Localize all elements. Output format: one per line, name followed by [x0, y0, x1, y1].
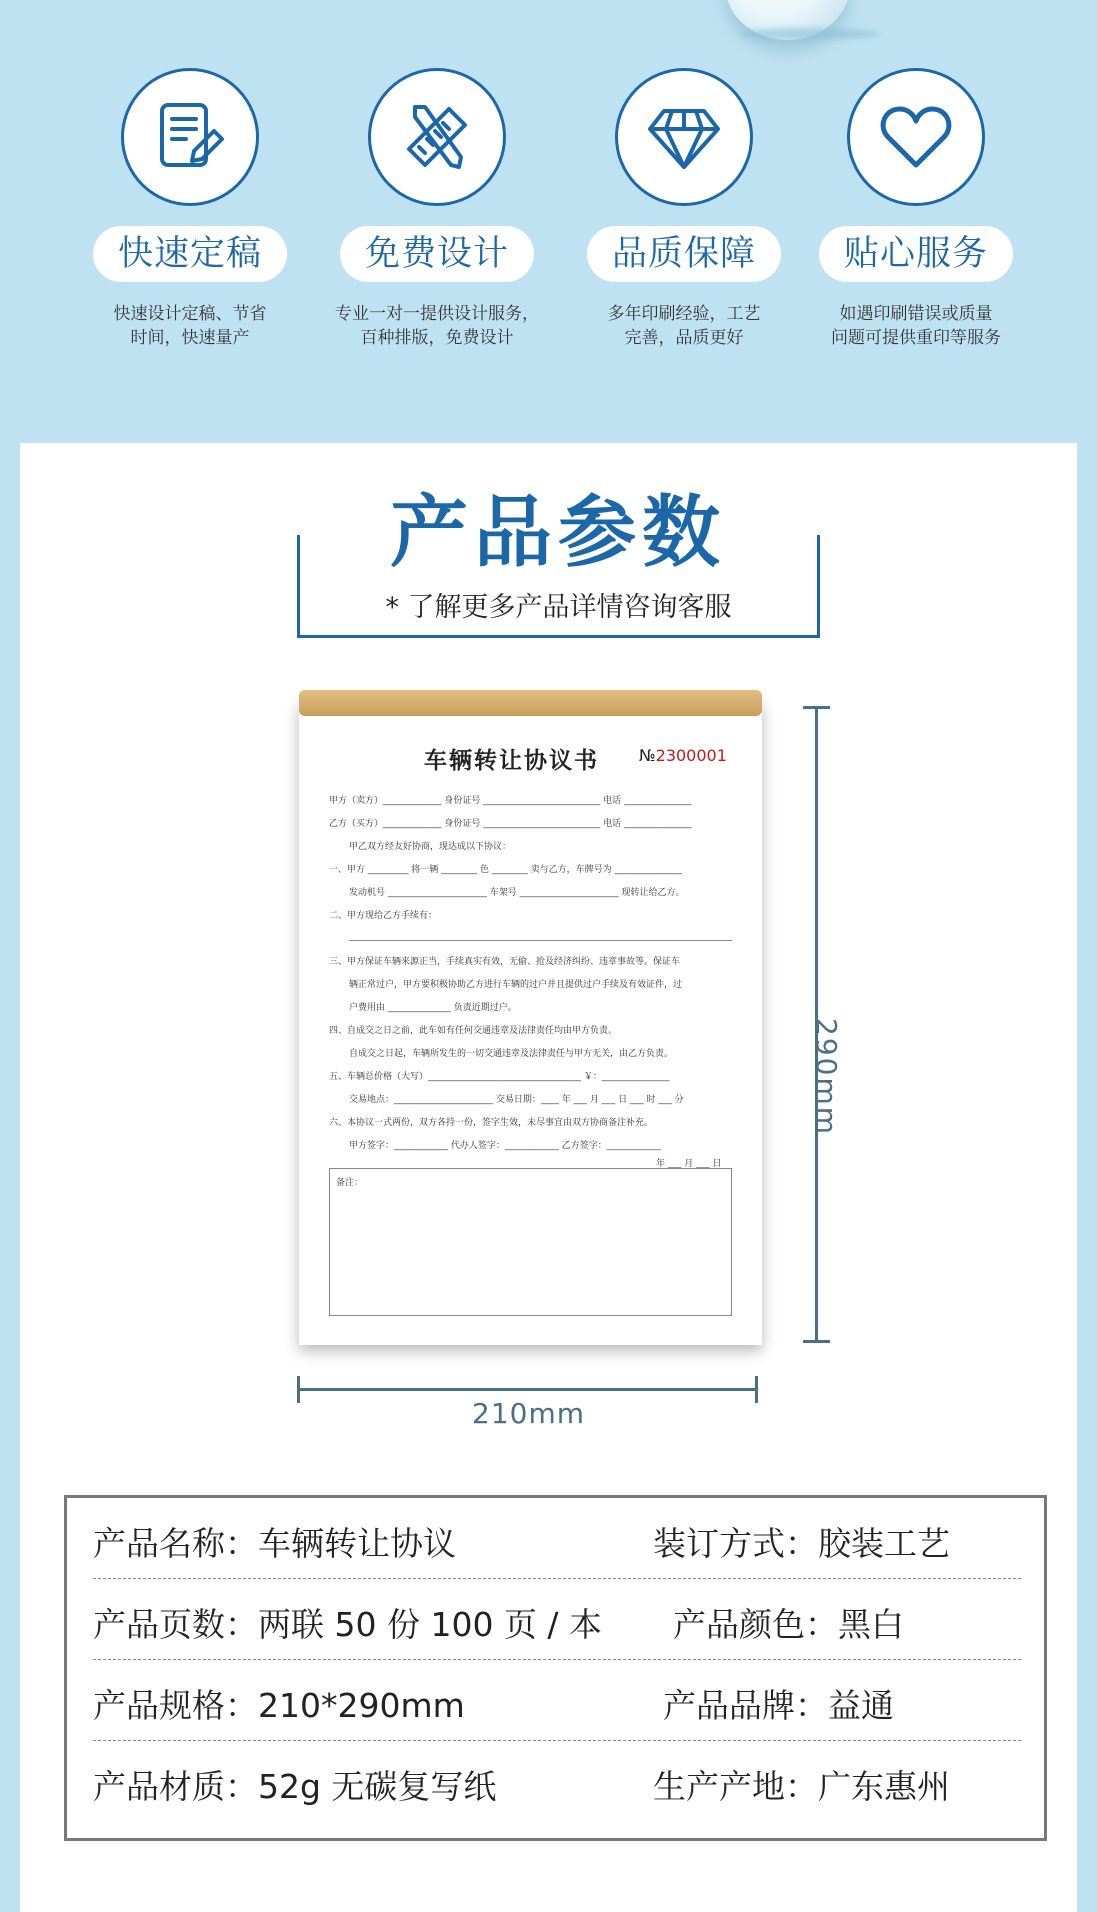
document-title: 车辆转让协议书: [424, 747, 599, 774]
spec-product-name: 产品名称：车辆转让协议: [93, 1524, 456, 1563]
height-dimension-cap: [803, 1340, 830, 1343]
section-subtitle: * 了解更多产品详情咨询客服: [385, 592, 732, 623]
spec-origin: 生产产地：广东惠州: [653, 1767, 950, 1806]
document-line: 一、甲方 _________ 将一辆 ________ 色 ________ 卖与乙方，车牌号为 _______________: [329, 865, 683, 875]
spec-table: [64, 1495, 1047, 1841]
decorative-ball-shadow: [740, 28, 880, 40]
feature-title: 贴心服务: [819, 226, 1013, 282]
height-dimension-label: 290mm: [810, 1018, 843, 1136]
document-remark-label: 备注：: [336, 1178, 364, 1188]
feature-service: [806, 68, 1026, 350]
heart-icon: [847, 68, 985, 206]
feature-quality: [574, 68, 794, 350]
spec-row: [93, 1741, 1021, 1822]
document-line: 二、甲方现给乙方手续有：: [329, 911, 438, 921]
spec-size: 产品规格：210*290mm: [93, 1686, 465, 1725]
feature-title: 免费设计: [340, 226, 534, 282]
feature-desc: 如遇印刷错误或质量 问题可提供重印等服务: [831, 304, 1001, 348]
width-dimension-line: [298, 1388, 758, 1391]
ruler-pencil-icon: [368, 68, 506, 206]
document-line: 年 ___ 月 ___ 日: [656, 1159, 722, 1169]
document-line: 四、自成交之日之前，此车如有任何交通违章及法律责任均由甲方负责。: [329, 1026, 618, 1036]
document-remark-box: [329, 1168, 732, 1316]
spec-binding: 装订方式：胶装工艺: [653, 1524, 950, 1563]
spec-row: [93, 1660, 1021, 1741]
product-document-image: [299, 700, 762, 1345]
spec-pages: 产品页数：两联 50 份 100 页 / 本: [93, 1605, 603, 1644]
document-line: 甲方（卖方）_____________ 身份证号 __________________________ 电话 _______________: [329, 796, 692, 806]
spec-color: 产品颜色：黑白: [673, 1605, 904, 1644]
feature-title: 快速定稿: [93, 226, 287, 282]
spec-row: [93, 1579, 1021, 1660]
spec-material: 产品材质：52g 无碳复写纸: [93, 1767, 497, 1806]
width-dimension-cap: [755, 1376, 758, 1403]
diamond-icon: [615, 68, 753, 206]
document-rule: [349, 940, 732, 941]
document-line: 三、甲方保证车辆来源正当，手续真实有效，无偷、抢及经济纠纷、违章事故等。保证车: [329, 957, 681, 967]
document-binding-strip: [299, 690, 762, 716]
feature-title: 品质保障: [587, 226, 781, 282]
spec-row: [93, 1498, 1021, 1579]
edit-document-icon: [121, 68, 259, 206]
feature-free-design: [327, 68, 547, 350]
width-dimension-label: 210mm: [472, 1397, 585, 1430]
document-line: 五、车辆总价格（大写）__________________________________ ￥：_______________: [329, 1072, 670, 1082]
document-line: 交易地点：______________________ 交易日期：____ 年 ___ 月 ___ 日 ___ 时 ___ 分: [349, 1095, 684, 1105]
feature-fast-draft: [80, 68, 300, 350]
document-line: 自成交之日起，车辆所发生的一切交通违章及法律责任与甲方无关，由乙方负责。: [349, 1049, 674, 1059]
feature-desc: 专业一对一提供设计服务， 百种排版，免费设计: [335, 304, 539, 348]
document-line: 甲乙双方经友好协商，现达成以下协议：: [349, 842, 512, 852]
document-line: 六、本协议一式两份，双方各持一份，签字生效，未尽事宜由双方协商备注补充。: [329, 1118, 654, 1128]
document-line: 辆正常过户，甲方要积极协助乙方进行车辆的过户并且提供过户手续及有效证件，过: [349, 980, 683, 990]
spec-brand: 产品品牌：益通: [663, 1686, 894, 1725]
document-line: 户费用由 ______________ 负责近期过户。: [349, 1003, 517, 1013]
width-dimension-cap: [297, 1376, 300, 1403]
feature-desc: 快速设计定稿、节省 时间，快速量产: [113, 304, 267, 348]
document-number: №2300001: [639, 746, 727, 765]
section-title: 产品参数: [375, 488, 741, 578]
feature-desc: 多年印刷经验，工艺 完善，品质更好: [607, 304, 761, 348]
document-line: 发动机号 ______________________ 车架号 ______________________ 现转让给乙方。: [349, 888, 685, 898]
document-line: 乙方（买方）_____________ 身份证号 __________________________ 电话 _______________: [329, 819, 692, 829]
document-line: 甲方签字：____________ 代办人签字：____________ 乙方签字：____________: [349, 1141, 661, 1151]
height-dimension-cap: [803, 706, 830, 709]
